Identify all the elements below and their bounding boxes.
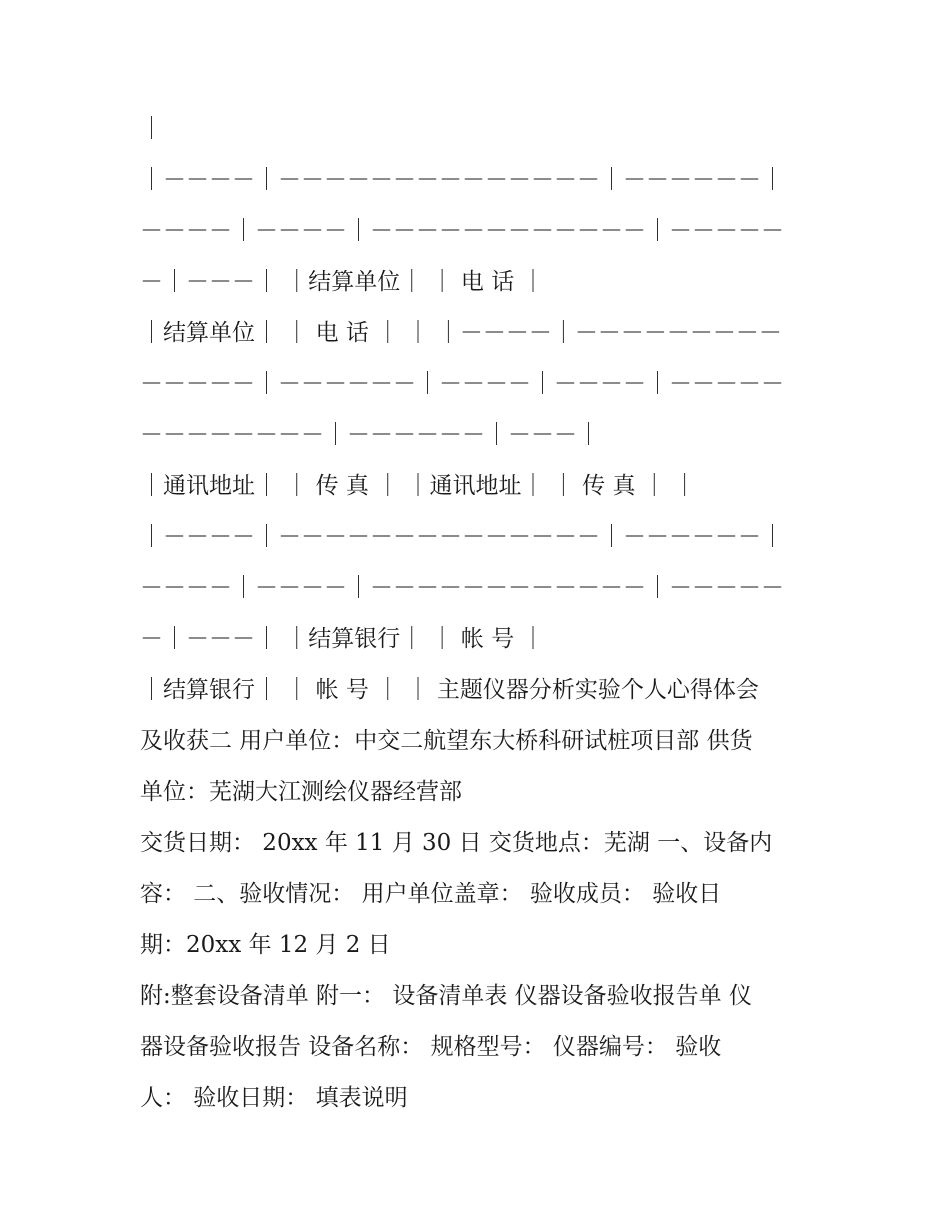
text-line: 单位：芜湖大江测绘仪器经营部 bbox=[140, 779, 462, 805]
text-line: ｜结算单位｜ ｜ 电 话 ｜ ｜ ｜－－－－｜－－－－－－－－－ bbox=[140, 320, 782, 346]
text-line: －｜－－－｜ ｜结算单位｜ ｜ 电 话 ｜ bbox=[140, 269, 545, 295]
text-line: 期：20xx 年 12 月 2 日 bbox=[140, 932, 391, 958]
text-line: ｜－－－－｜－－－－－－－－－－－－－－｜－－－－－－｜ bbox=[140, 167, 784, 193]
text-line: －－－－－－－－｜－－－－－－｜－－－｜ bbox=[140, 422, 600, 448]
text-line: 器设备验收报告 设备名称： 规格型号： 仪器编号： 验收 bbox=[140, 1034, 722, 1060]
text-line: ｜－－－－｜－－－－－－－－－－－－－－｜－－－－－－｜ bbox=[140, 524, 784, 550]
text-line: 人： 验收日期： 填表说明 bbox=[140, 1085, 408, 1111]
text-line: 交货日期： 20xx 年 11 月 30 日 交货地点：芜湖 一、设备内 bbox=[140, 830, 773, 856]
text-line: 容： 二、验收情况： 用户单位盖章： 验收成员： 验收日 bbox=[140, 881, 722, 907]
text-line: 附:整套设备清单 附一： 设备清单表 仪器设备验收报告单 仪 bbox=[140, 983, 752, 1009]
text-line: －－－－－｜－－－－－－｜－－－－｜－－－－｜－－－－－ bbox=[140, 371, 784, 397]
text-line: ｜ bbox=[140, 116, 163, 142]
text-line: ｜结算银行｜ ｜ 帐 号 ｜ ｜ 主题仪器分析实验个人心得体会 bbox=[140, 677, 759, 703]
text-line: ｜通讯地址｜ ｜ 传 真 ｜ ｜通讯地址｜ ｜ 传 真 ｜ ｜ bbox=[140, 473, 697, 499]
text-line: －－－－｜－－－－｜－－－－－－－－－－－－｜－－－－－ bbox=[140, 218, 784, 244]
text-line: －｜－－－｜ ｜结算银行｜ ｜ 帐 号 ｜ bbox=[140, 626, 545, 652]
text-line: 及收获二 用户单位：中交二航望东大桥科研试桩项目部 供货 bbox=[140, 728, 753, 754]
document-body bbox=[140, 104, 810, 1124]
text-line: －－－－｜－－－－｜－－－－－－－－－－－－｜－－－－－ bbox=[140, 575, 784, 601]
